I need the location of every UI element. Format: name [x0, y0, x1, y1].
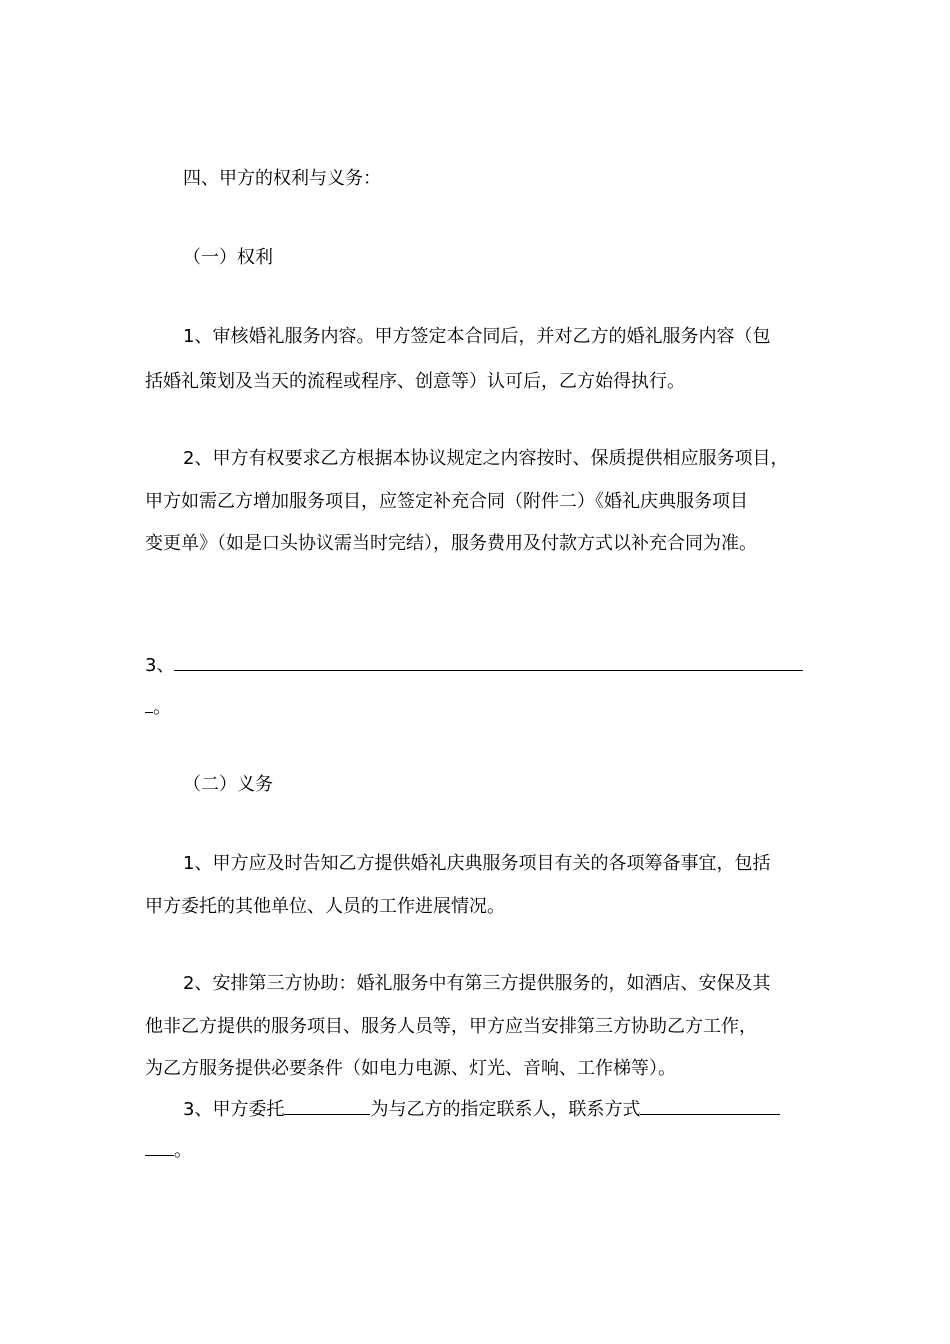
- contact-method-blank: [640, 1096, 780, 1115]
- duties-item-1-line-1: 1、甲方应及时告知乙方提供婚礼庆典服务项目有关的各项筹备事宜，包括: [183, 853, 771, 874]
- rights-item-2-line-2: 甲方如需乙方增加服务项目，应签定补充合同（附件二）《婚礼庆典服务项目: [145, 491, 748, 512]
- rights-item-3-blank-cont: [145, 694, 153, 713]
- rights-heading: （一）权利: [183, 247, 273, 268]
- contact-method-blank-cont: [145, 1137, 174, 1156]
- duties-item-2-line-3: 为乙方服务提供必要条件（如电力电源、灯光、音响、工作梯等）。: [145, 1058, 676, 1079]
- section-heading: 四、甲方的权利与义务：: [183, 168, 381, 189]
- rights-item-1-line-1: 1、审核婚礼服务内容。甲方签定本合同后，并对乙方的婚礼服务内容（包: [183, 326, 771, 347]
- duties-item-3-part-2: 为与乙方的指定联系人，联系方式: [370, 1099, 641, 1120]
- rights-item-2-line-3: 变更单》（如是口头协议需当时完结），服务费用及付款方式以补充合同为准。: [145, 533, 757, 554]
- duties-item-3-line-2: [145, 1137, 192, 1163]
- duties-item-3-line-1: [183, 1096, 780, 1122]
- duties-item-1-line-2: 甲方委托的其他单位、人员的工作进展情况。: [145, 896, 505, 917]
- rights-item-2-line-1: 2、甲方有权要求乙方根据本协议规定之内容按时、保质提供相应服务项目，: [183, 448, 789, 469]
- contact-person-blank: [284, 1096, 370, 1115]
- duties-item-3-end: 。: [174, 1140, 192, 1161]
- rights-item-3-prefix: 3、: [145, 655, 175, 676]
- duties-item-3-part-1: 3、甲方委托: [183, 1099, 285, 1120]
- rights-item-3-end: 。: [153, 697, 171, 718]
- rights-item-1-line-2: 括婚礼策划及当天的流程或程序、创意等）认可后，乙方始得执行。: [145, 371, 685, 392]
- duties-heading: （二）义务: [183, 774, 273, 795]
- duties-item-2-line-1: 2、安排第三方协助：婚礼服务中有第三方提供服务的，如酒店、安保及其: [183, 973, 771, 994]
- rights-item-3-line-1: [145, 652, 803, 678]
- duties-item-2-line-2: 他非乙方提供的服务项目、服务人员等，甲方应当安排第三方协助乙方工作，: [145, 1016, 757, 1037]
- rights-item-3-line-2: [145, 694, 171, 720]
- rights-item-3-blank: [174, 652, 803, 671]
